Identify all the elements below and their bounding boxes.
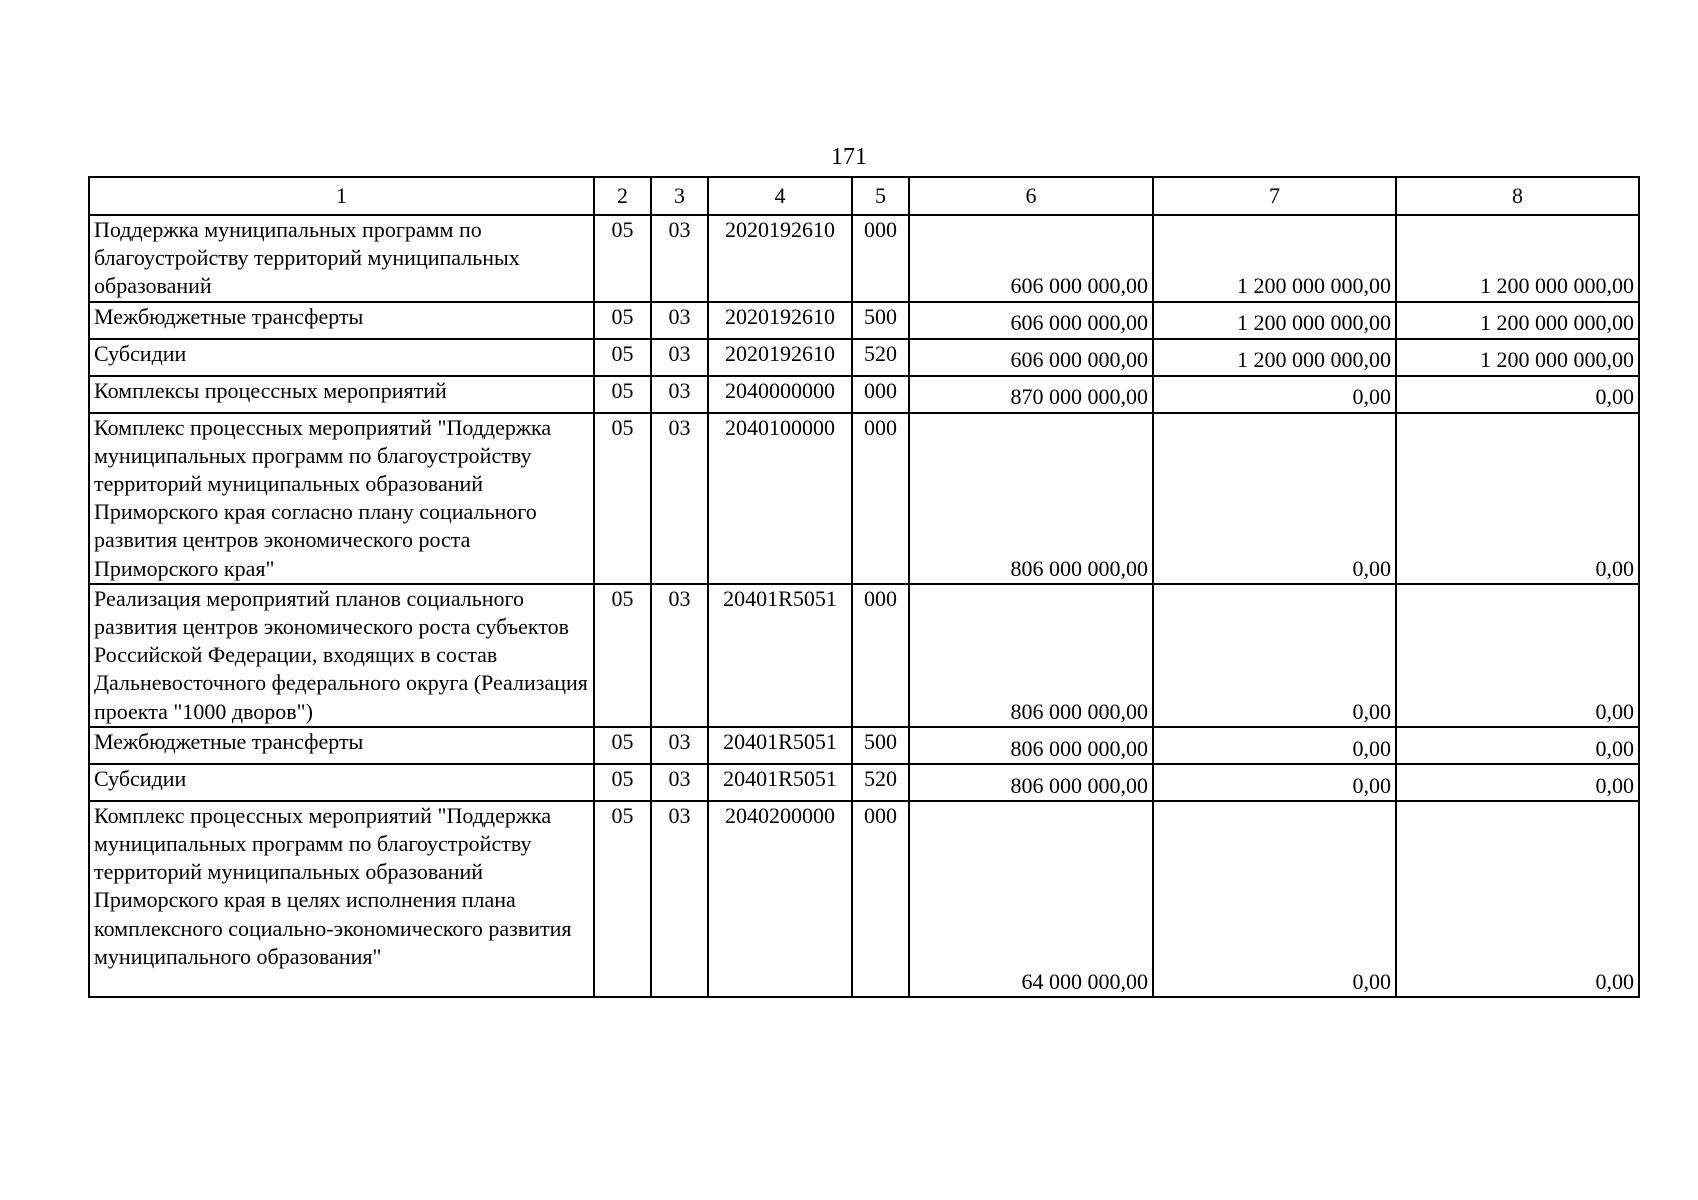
expense-type-code: 000 xyxy=(852,413,909,584)
column-header-2: 2 xyxy=(594,177,651,215)
amount-col-6: 64 000 000,00 xyxy=(909,801,1153,997)
amount-col-8: 0,00 xyxy=(1396,801,1639,997)
table-row xyxy=(89,339,1639,376)
target-article-code: 2020192610 xyxy=(708,339,852,376)
page-number: 171 xyxy=(831,144,867,170)
amount-col-6: 606 000 000,00 xyxy=(909,339,1153,376)
amount-col-7: 1 200 000 000,00 xyxy=(1153,302,1396,339)
table-row xyxy=(89,764,1639,801)
section-code: 05 xyxy=(594,584,651,727)
amount-col-6: 870 000 000,00 xyxy=(909,376,1153,413)
expense-type-code: 520 xyxy=(852,764,909,801)
expense-type-code: 520 xyxy=(852,339,909,376)
amount-col-7: 1 200 000 000,00 xyxy=(1153,215,1396,302)
table-row xyxy=(89,584,1639,727)
expense-type-code: 000 xyxy=(852,376,909,413)
amount-col-7: 0,00 xyxy=(1153,727,1396,764)
table-row xyxy=(89,215,1639,302)
amount-col-8: 0,00 xyxy=(1396,727,1639,764)
table-row xyxy=(89,413,1639,584)
target-article-code: 2040100000 xyxy=(708,413,852,584)
amount-col-6: 806 000 000,00 xyxy=(909,584,1153,727)
table-row xyxy=(89,376,1639,413)
subsection-code: 03 xyxy=(651,302,708,339)
item-name: Межбюджетные трансферты xyxy=(89,302,594,339)
expense-type-code: 500 xyxy=(852,727,909,764)
amount-col-8: 0,00 xyxy=(1396,376,1639,413)
amount-col-8: 0,00 xyxy=(1396,584,1639,727)
item-name: Поддержка муниципальных программ по благоустройству территорий муниципальных образований xyxy=(89,215,594,302)
item-name: Комплексы процессных мероприятий xyxy=(89,376,594,413)
amount-col-7: 1 200 000 000,00 xyxy=(1153,339,1396,376)
amount-col-6: 806 000 000,00 xyxy=(909,764,1153,801)
subsection-code: 03 xyxy=(651,584,708,727)
amount-col-7: 0,00 xyxy=(1153,376,1396,413)
subsection-code: 03 xyxy=(651,215,708,302)
amount-col-8: 1 200 000 000,00 xyxy=(1396,302,1639,339)
section-code: 05 xyxy=(594,801,651,997)
amount-col-6: 606 000 000,00 xyxy=(909,215,1153,302)
amount-col-7: 0,00 xyxy=(1153,801,1396,997)
expense-type-code: 000 xyxy=(852,801,909,997)
amount-col-6: 606 000 000,00 xyxy=(909,302,1153,339)
amount-col-8: 0,00 xyxy=(1396,764,1639,801)
subsection-code: 03 xyxy=(651,339,708,376)
item-name: Субсидии xyxy=(89,764,594,801)
expense-type-code: 000 xyxy=(852,584,909,727)
target-article-code: 20401R5051 xyxy=(708,727,852,764)
item-name: Межбюджетные трансферты xyxy=(89,727,594,764)
target-article-code: 2040000000 xyxy=(708,376,852,413)
column-header-8: 8 xyxy=(1396,177,1639,215)
target-article-code: 20401R5051 xyxy=(708,584,852,727)
subsection-code: 03 xyxy=(651,413,708,584)
amount-col-6: 806 000 000,00 xyxy=(909,413,1153,584)
subsection-code: 03 xyxy=(651,801,708,997)
header-row xyxy=(89,177,1639,215)
amount-col-7: 0,00 xyxy=(1153,764,1396,801)
column-header-4: 4 xyxy=(708,177,852,215)
target-article-code: 2020192610 xyxy=(708,215,852,302)
item-name: Реализация мероприятий планов социального развития центров экономического роста субъектов Российской Федерации, входящих в состав Дальневосточного федерального округа (Реализация проекта "1000 дворов") xyxy=(89,584,594,727)
item-name: Комплекс процессных мероприятий "Поддержка муниципальных программ по благоустройству территорий муниципальных образований Приморского края согласно плану социального развития центров экономического роста Приморского края" xyxy=(89,413,594,584)
table-row xyxy=(89,302,1639,339)
target-article-code: 2040200000 xyxy=(708,801,852,997)
target-article-code: 20401R5051 xyxy=(708,764,852,801)
amount-col-7: 0,00 xyxy=(1153,584,1396,727)
column-header-1: 1 xyxy=(89,177,594,215)
section-code: 05 xyxy=(594,727,651,764)
section-code: 05 xyxy=(594,302,651,339)
amount-col-8: 1 200 000 000,00 xyxy=(1396,339,1639,376)
table-row xyxy=(89,727,1639,764)
section-code: 05 xyxy=(594,376,651,413)
target-article-code: 2020192610 xyxy=(708,302,852,339)
amount-col-7: 0,00 xyxy=(1153,413,1396,584)
expense-type-code: 000 xyxy=(852,215,909,302)
item-name: Субсидии xyxy=(89,339,594,376)
section-code: 05 xyxy=(594,413,651,584)
subsection-code: 03 xyxy=(651,764,708,801)
column-header-5: 5 xyxy=(852,177,909,215)
column-header-3: 3 xyxy=(651,177,708,215)
section-code: 05 xyxy=(594,764,651,801)
amount-col-6: 806 000 000,00 xyxy=(909,727,1153,764)
section-code: 05 xyxy=(594,215,651,302)
table-row xyxy=(89,801,1639,997)
section-code: 05 xyxy=(594,339,651,376)
amount-col-8: 0,00 xyxy=(1396,413,1639,584)
budget-table xyxy=(88,176,1640,998)
item-name: Комплекс процессных мероприятий "Поддержка муниципальных программ по благоустройству территорий муниципальных образований Приморского края в целях исполнения плана комплексного социально-экономического развития муниципального образования" xyxy=(89,801,594,997)
column-header-7: 7 xyxy=(1153,177,1396,215)
column-header-6: 6 xyxy=(909,177,1153,215)
subsection-code: 03 xyxy=(651,727,708,764)
amount-col-8: 1 200 000 000,00 xyxy=(1396,215,1639,302)
subsection-code: 03 xyxy=(651,376,708,413)
expense-type-code: 500 xyxy=(852,302,909,339)
